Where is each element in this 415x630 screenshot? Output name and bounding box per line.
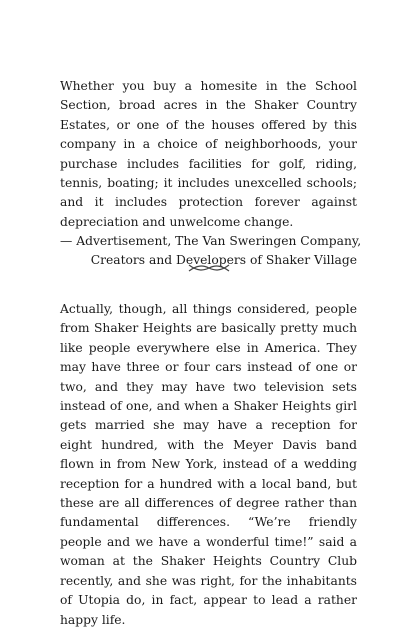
body-paragraph: Actually, though, all things considered, people from Shaker Heights are basically pretty much like people everywhere else in America. They may have three or four cars instead of one or two, and they may have two television sets instead of one, and when a Shaker Heights girl gets married she may have a reception for eight hundred, with the Meyer Davis band flown in from New York, instead of a wedding reception for a hundred with a local band, but these are all differences of degree rather than fundamental differences. “We’re friendly people and we have a wonderful time!” said a woman at the Shaker Heights Country Club recently, and she was right, for the inhabitants of Utopia do, in fact, appear to lead a rather happy life. bbox=[60, 302, 357, 627]
attribution-line-1: — Advertisement, The Van Sweringen Company, bbox=[60, 234, 362, 248]
epigraph-quote: Whether you buy a homesite in the School Section, broad acres in the Shaker Country Estates, or one of the houses offered by this company in a choice of neighborhoods, your purchase includes facilities for golf, riding, tennis, boating; it includes unexcelled schools; and it includes protection forever against depreciation and unwelcome change. bbox=[60, 79, 357, 229]
decorative-swash-icon bbox=[187, 261, 231, 275]
attribution-line-2: Creators and Developers of Shaker Village bbox=[90, 253, 357, 268]
